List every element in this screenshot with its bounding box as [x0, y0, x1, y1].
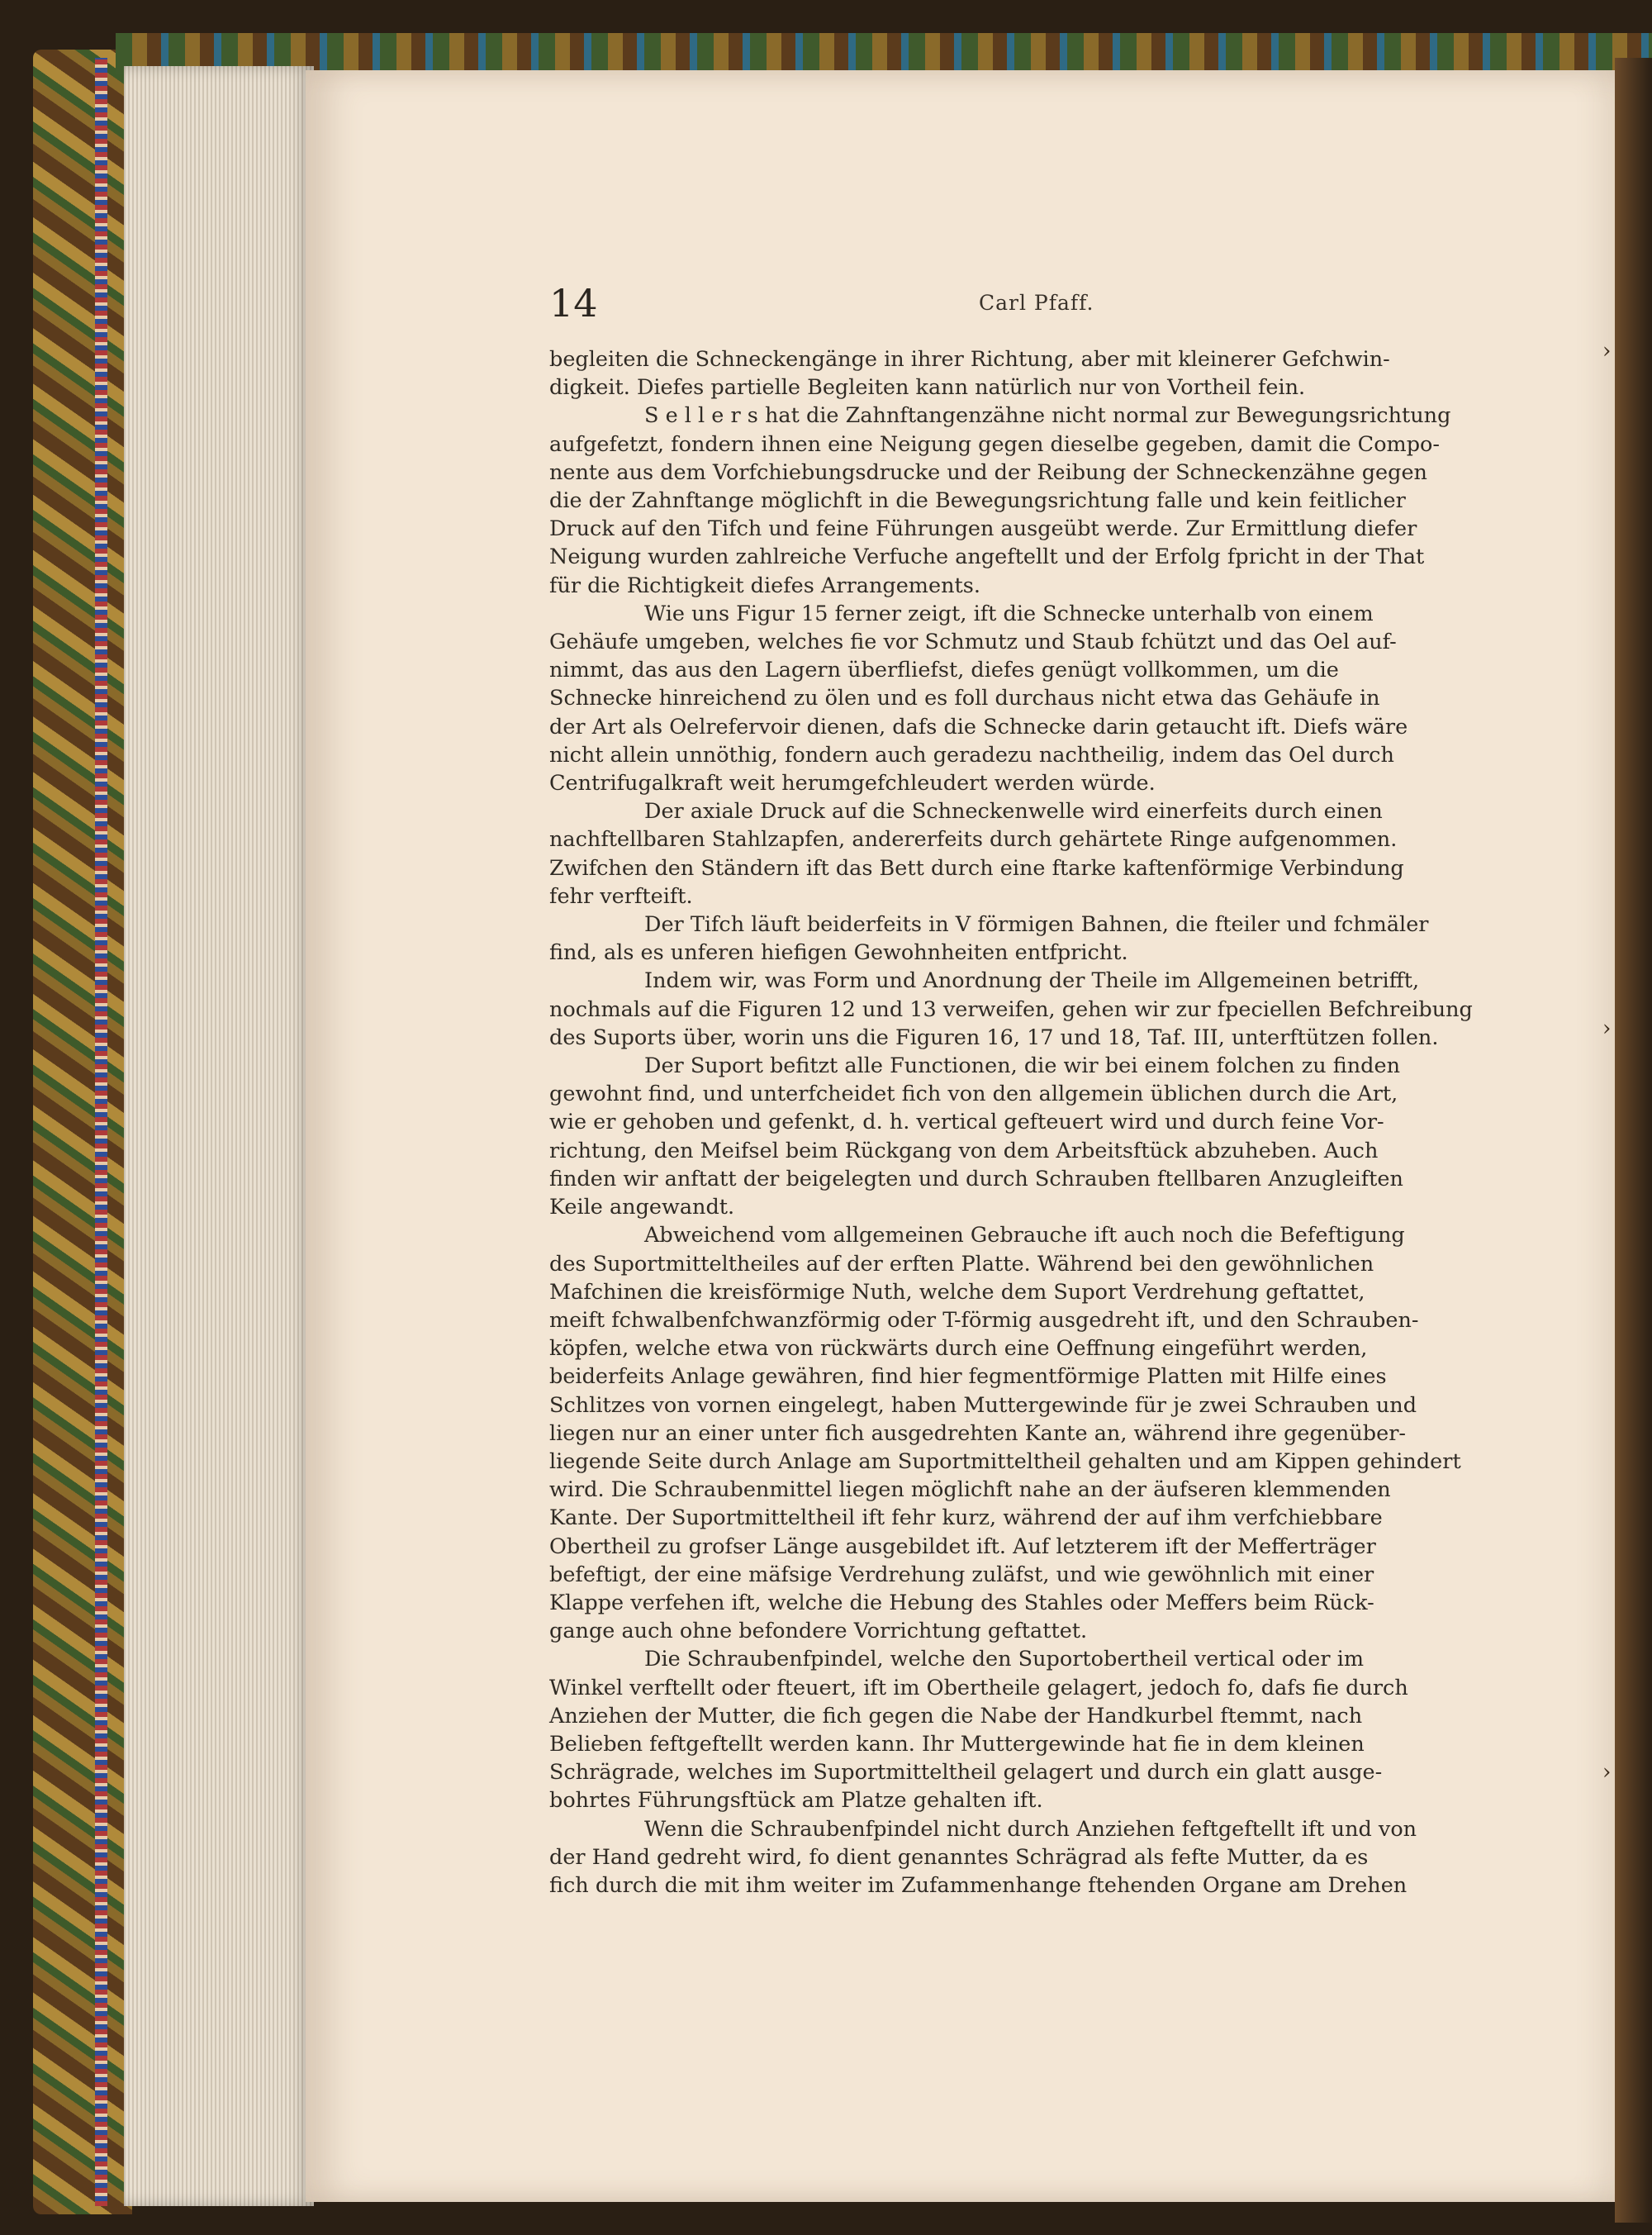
- text-line: fich durch die mit ihm weiter im Zufammenhange ftehenden Organe am Drehen: [549, 1872, 1408, 1898]
- text-line: bohrtes Führungsftück am Platze gehalten ift.: [549, 1788, 1043, 1814]
- text-line: nochmals auf die Figuren 12 und 13 verweifen, gehen wir zur fpeciellen Befchreibung: [549, 996, 1473, 1022]
- text-line: aufgefetzt, fondern ihnen eine Neigung gegen dieselbe gegeben, damit die Compo-: [549, 431, 1441, 457]
- text-line: Schlitzes von vornen eingelegt, haben Muttergewinde für je zwei Schrauben und: [549, 1392, 1417, 1418]
- text-line: liegen nur an einer unter fich ausgedrehten Kante an, während ihre gegenüber-: [549, 1420, 1406, 1446]
- text-line: Zwifchen den Ständern ift das Bett durch eine ftarke kaftenförmige Verbindung: [549, 855, 1404, 881]
- text-line: beiderfeits Anlage gewähren, find hier fegmentförmige Platten mit Hilfe eines: [549, 1364, 1387, 1390]
- text-line: Druck auf den Tifch und feine Führungen ausgeübt werde. Zur Ermittlung diefer: [549, 516, 1417, 542]
- text-line: S e l l e r s hat die Zahnftangenzähne nicht normal zur Bewegungsrichtung: [644, 403, 1451, 429]
- text-line: fehr verfteift.: [549, 883, 693, 909]
- text-line: der Hand gedreht wird, fo dient genanntes Schrägrad als fefte Mutter, da es: [549, 1844, 1369, 1870]
- text-line: liegende Seite durch Anlage am Suportmitteltheil gehalten und am Kippen gehindert: [549, 1448, 1461, 1474]
- text-line: Der Tifch läuft beiderfeits in V förmigen Bahnen, die fteiler und fchmäler: [644, 912, 1429, 938]
- margin-mark: ›: [1602, 1760, 1612, 1785]
- text-line: der Art als Oelrefervoir dienen, dafs die Schnecke darin getaucht ift. Diefs wäre: [549, 714, 1408, 739]
- text-line: Abweichend vom allgemeinen Gebrauche ift auch noch die Befeftigung: [644, 1223, 1405, 1248]
- book-edge-marbling: [95, 58, 107, 2206]
- text-line: nente aus dem Vorfchiebungsdrucke und der Reibung der Schneckenzähne gegen: [549, 459, 1427, 485]
- text-line: Anziehen der Mutter, die fich gegen die Nabe der Handkurbel ftemmt, nach: [549, 1703, 1363, 1729]
- book-cover-marbled: [33, 50, 132, 2214]
- book-cover-top: [116, 33, 1652, 74]
- text-line: köpfen, welche etwa von rückwärts durch eine Oeffnung eingeführt werden,: [549, 1336, 1368, 1362]
- text-line: Wenn die Schraubenfpindel nicht durch Anziehen feftgeftellt ift und von: [644, 1816, 1417, 1842]
- text-line: Schrägrade, welches im Suportmitteltheil gelagert und durch ein glatt ausge-: [549, 1760, 1383, 1786]
- text-line: Belieben feftgeftellt werden kann. Ihr Muttergewinde hat fie in dem kleinen: [549, 1731, 1365, 1757]
- text-line: Indem wir, was Form und Anordnung der Theile im Allgemeinen betrifft,: [644, 968, 1420, 994]
- text-line: Der Suport befitzt alle Functionen, die wir bei einem folchen zu finden: [644, 1053, 1401, 1079]
- page-header: [549, 281, 1574, 330]
- text-line: Klappe verfehen ift, welche die Hebung des Stahles oder Meffers beim Rück-: [549, 1590, 1374, 1615]
- page-stack-edges: [124, 66, 314, 2206]
- text-line: wird. Die Schraubenmittel liegen möglichft nahe an der äufseren klemmenden: [549, 1477, 1391, 1503]
- text-line: nicht allein unnöthig, fondern auch geradezu nachtheilig, indem das Oel durch: [549, 742, 1394, 768]
- body-text: [549, 345, 1532, 1900]
- page-number: 14: [549, 281, 598, 326]
- text-line: des Suports über, worin uns die Figuren 16, 17 und 18, Taf. III, unterftützen follen.: [549, 1025, 1439, 1050]
- text-line: begleiten die Schneckengänge in ihrer Richtung, aber mit kleinerer Gefchwin-: [549, 347, 1390, 372]
- text-line: Obertheil zu grofser Länge ausgebildet ift. Auf letzterem ift der Mefferträger: [549, 1534, 1376, 1559]
- text-line: die der Zahnftange möglichft in die Bewegungsrichtung falle und kein feitlicher: [549, 488, 1406, 514]
- text-line: des Suportmitteltheiles auf der erften Platte. Während bei den gewöhnlichen: [549, 1251, 1374, 1277]
- text-line: Centrifugalkraft weit herumgefchleudert werden würde.: [549, 771, 1156, 797]
- text-line: gange auch ohne befondere Vorrichtung geftattet.: [549, 1619, 1088, 1644]
- text-line: befeftigt, der eine mäfsige Verdrehung zuläfst, und wie gewöhnlich mit einer: [549, 1562, 1374, 1587]
- text-line: digkeit. Diefes partielle Begleiten kann natürlich nur von Vortheil fein.: [549, 375, 1306, 401]
- text-line: find, als es unferen hiefigen Gewohnheiten entfpricht.: [549, 940, 1128, 966]
- text-line: Keile angewandt.: [549, 1195, 735, 1220]
- text-line: Winkel verftellt oder fteuert, ift im Obertheile gelagert, jedoch fo, dafs fie durch: [549, 1675, 1408, 1700]
- running-head: Carl Pfaff.: [979, 291, 1094, 315]
- text-line: Gehäufe umgeben, welches fie vor Schmutz und Staub fchützt und das Oel auf-: [549, 630, 1397, 655]
- text-line: Schnecke hinreichend zu ölen und es foll durchaus nicht etwa das Gehäufe in: [549, 686, 1380, 711]
- text-line: Die Schraubenfpindel, welche den Suportobertheil vertical oder im: [644, 1647, 1365, 1672]
- margin-mark: ›: [1602, 339, 1612, 364]
- text-line: finden wir anftatt der beigelegten und durch Schrauben ftellbaren Anzugleiften: [549, 1166, 1403, 1191]
- text-line: Kante. Der Suportmitteltheil ift fehr kurz, während der auf ihm verfchiebbare: [549, 1505, 1383, 1531]
- text-line: Neigung wurden zahlreiche Verfuche angeftellt und der Erfolg fpricht in der That: [549, 544, 1425, 570]
- facing-page-shadow: [1615, 58, 1652, 2223]
- text-line: richtung, den Meifsel beim Rückgang von dem Arbeitsftück abzuheben. Auch: [549, 1138, 1379, 1163]
- text-line: gewohnt find, und unterfcheidet fich von den allgemein üblichen durch die Art,: [549, 1082, 1398, 1107]
- text-line: wie er gehoben und gefenkt, d. h. vertical gefteuert wird und durch feine Vor-: [549, 1110, 1384, 1135]
- margin-mark: ›: [1602, 1016, 1612, 1041]
- text-line: Wie uns Figur 15 ferner zeigt, ift die Schnecke unterhalb von einem: [644, 601, 1374, 626]
- text-line: Mafchinen die kreisförmige Nuth, welche dem Suport Verdrehung geftattet,: [549, 1279, 1365, 1305]
- text-line: meift fchwalbenfchwanzförmig oder T-förmig ausgedreht ift, und den Schrauben-: [549, 1307, 1419, 1333]
- text-line: für die Richtigkeit diefes Arrangements.: [549, 573, 980, 598]
- text-line: nimmt, das aus den Lagern überfliefst, diefes genügt vollkommen, um die: [549, 658, 1339, 683]
- text-line: Der axiale Druck auf die Schneckenwelle wird einerfeits durch einen: [644, 799, 1383, 825]
- text-line: nachftellbaren Stahlzapfen, andererfeits durch gehärtete Ringe aufgenommen.: [549, 827, 1398, 853]
